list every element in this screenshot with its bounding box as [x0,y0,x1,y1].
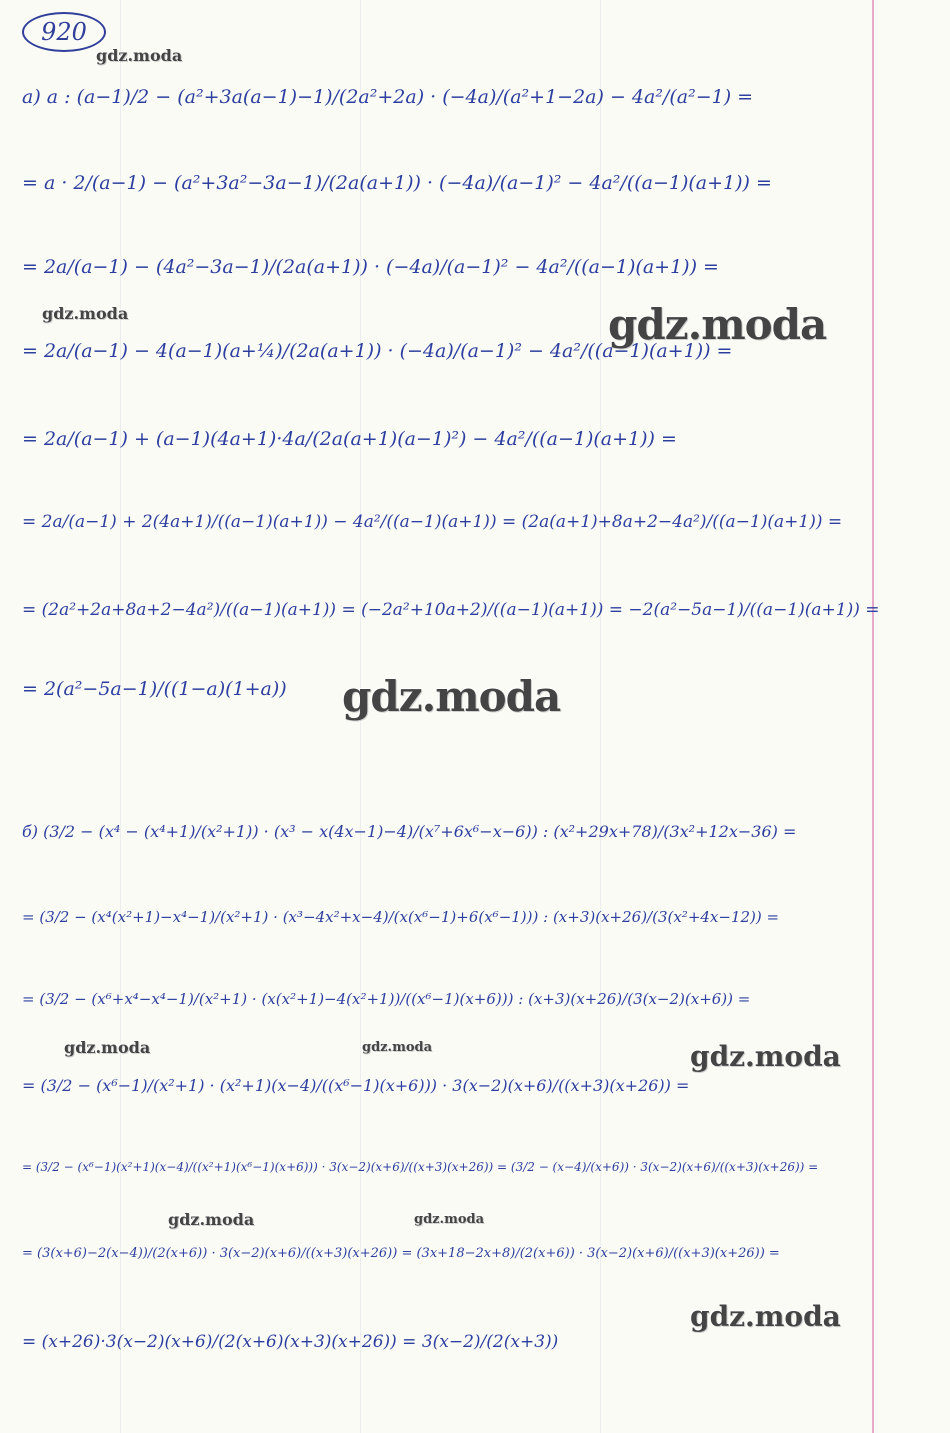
part-b-line-5: = (3/2 − (x⁶−1)(x²+1)(x−4)/((x²+1)(x⁶−1)(x+6))) · 3(x−2)(x+6)/((x+3)(x+26)) = (3/2 − (x−4)/(x+6)) · 3(x−2)(x+6)/((x+3)(x+26)) = [22,1160,819,1174]
margin-line [872,0,874,1433]
grid-line [600,0,601,1433]
part-a-line-4: = 2a/(a−1) − 4(a−1)(a+¼)/(2a(a+1)) · (−4a)/(a−1)² − 4a²/((a−1)(a+1)) = [22,340,733,362]
watermark: gdz.moda [414,1212,485,1227]
part-b-line-3: = (3/2 − (x⁶+x⁴−x⁴−1)/(x²+1) · (x(x²+1)−4(x²+1))/((x⁶−1)(x+6))) : (x+3)(x+26)/(3(x−2)(x+6)) = [22,990,751,1008]
watermark: gdz.moda [342,672,561,721]
part-b-line-2: = (3/2 − (x⁴(x²+1)−x⁴−1)/(x²+1) · (x³−4x²+x−4)/(x(x⁶−1)+6(x⁶−1))) : (x+3)(x+26)/(3(x²+4x−12)) = [22,908,780,926]
watermark: gdz.moda [64,1038,151,1057]
part-b-line-7: = (x+26)·3(x−2)(x+6)/(2(x+6)(x+3)(x+26)) = 3(x−2)/(2(x+3)) [22,1332,559,1352]
grid-line [120,0,121,1433]
watermark: gdz.moda [42,304,129,323]
watermark: gdz.moda [96,46,183,65]
part-b-line-4: = (3/2 − (x⁶−1)/(x²+1) · (x²+1)(x−4)/((x⁶−1)(x+6))) · 3(x−2)(x+6)/((x+3)(x+26)) = [22,1076,690,1095]
part-b-line-6: = (3(x+6)−2(x−4))/(2(x+6)) · 3(x−2)(x+6)/((x+3)(x+26)) = (3x+18−2x+8)/(2(x+6)) · 3(x−2)(x+6)/((x+3)(x+26)) = [22,1246,780,1261]
part-b-line-1: б) (3/2 − (x⁴ − (x⁴+1)/(x²+1)) · (x³ − x(4x−1)−4)/(x⁷+6x⁶−x−6)) : (x²+29x+78)/(3x²+12x−36) = [22,822,797,841]
part-a-line-7: = (2a²+2a+8a+2−4a²)/((a−1)(a+1)) = (−2a²+10a+2)/((a−1)(a+1)) = −2(a²−5a−1)/((a−1)(a+1)) = [22,600,880,620]
watermark: gdz.moda [168,1210,255,1229]
part-a-line-3: = 2a/(a−1) − (4a²−3a−1)/(2a(a+1)) · (−4a)/(a−1)² − 4a²/((a−1)(a+1)) = [22,256,719,278]
watermark: gdz.moda [690,1300,841,1333]
watermark: gdz.moda [690,1040,841,1073]
part-a-line-2: = a · 2/(a−1) − (a²+3a²−3a−1)/(2a(a+1)) · (−4a)/(a−1)² − 4a²/((a−1)(a+1)) = [22,172,772,194]
problem-number: 920 [22,12,106,52]
part-a-line-1: а) a : (a−1)/2 − (a²+3a(a−1)−1)/(2a²+2a) · (−4a)/(a²+1−2a) − 4a²/(a²−1) = [22,86,754,108]
part-a-line-8: = 2(a²−5a−1)/((1−a)(1+a)) [22,678,287,700]
watermark: gdz.moda [362,1040,433,1055]
part-a-line-6: = 2a/(a−1) + 2(4a+1)/((a−1)(a+1)) − 4a²/((a−1)(a+1)) = (2a(a+1)+8a+2−4a²)/((a−1)(a+1)) = [22,512,843,532]
part-a-line-5: = 2a/(a−1) + (a−1)(4a+1)·4a/(2a(a+1)(a−1)²) − 4a²/((a−1)(a+1)) = [22,428,677,450]
watermark: gdz.moda [608,300,827,349]
